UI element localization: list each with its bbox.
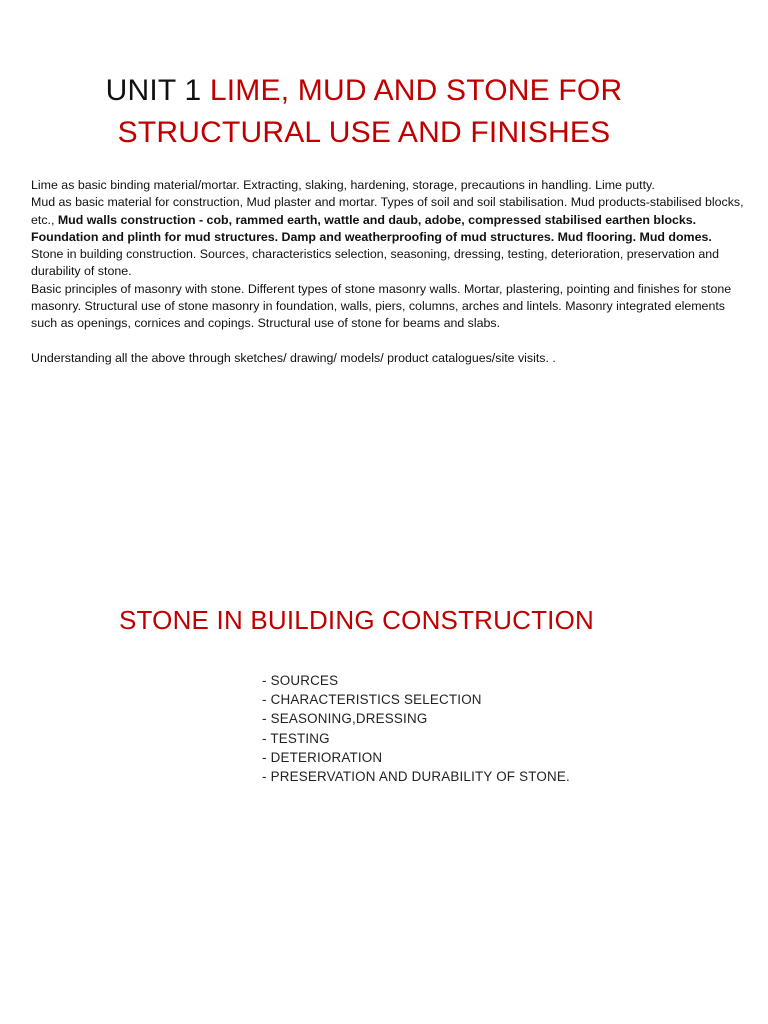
syllabus-paragraph-mud <box>31 194 753 246</box>
syllabus-mud-plain: Mud as basic material for construction, Mud plaster and mortar. Types of soil and soil stabilisation. Mud products-stabilised blocks, etc., <box>31 195 744 227</box>
unit-title-line1: LIME, MUD AND STONE FOR <box>209 74 623 107</box>
topic-list <box>262 671 570 786</box>
unit-title-line2: STRUCTURAL USE AND FINISHES <box>117 116 611 149</box>
paragraph-spacer <box>31 333 753 350</box>
syllabus-paragraph-masonry: Basic principles of masonry with stone. Different types of stone masonry walls. Mortar, plastering, pointing and finishes for stone masonry. Structural use of stone masonry in foundation, walls, piers, columns, arches and lintels. Masonry integrated elements such as openings, cornices and copings. Structural use of stone for beams and slabs. <box>31 281 732 331</box>
unit-title <box>0 70 728 154</box>
list-item: - DETERIORATION <box>262 749 383 765</box>
list-item: - SOURCES <box>262 673 339 688</box>
syllabus-mud-bold: Mud walls construction - cob, rammed earth, wattle and daub, adobe, compressed stabilised earthen blocks. Foundation and plinth for mud structures. Damp and weatherproofing of mud structures. Mud flooring. Mud domes. <box>31 212 712 244</box>
list-item: - SEASONING,DRESSING <box>262 711 428 727</box>
unit-label: UNIT 1 <box>105 74 202 107</box>
syllabus-paragraph-understanding: Understanding all the above through sketches/ drawing/ models/ product catalogues/site visits. . <box>31 350 556 365</box>
syllabus-paragraph-lime: Lime as basic binding material/mortar. Extracting, slaking, hardening, storage, precautions in handling. Lime putty. <box>31 178 655 192</box>
list-item: - CHARACTERISTICS SELECTION <box>262 692 482 708</box>
list-item: - TESTING <box>262 730 330 746</box>
syllabus-text <box>31 177 753 367</box>
section-title: STONE IN BUILDING CONSTRUCTION <box>119 605 595 635</box>
list-item: - PRESERVATION AND DURABILITY OF STONE. <box>262 769 570 785</box>
syllabus-paragraph-stone: Stone in building construction. Sources, characteristics selection, seasoning, dressing, testing, deterioration, preservation and durability of stone. <box>31 247 720 279</box>
